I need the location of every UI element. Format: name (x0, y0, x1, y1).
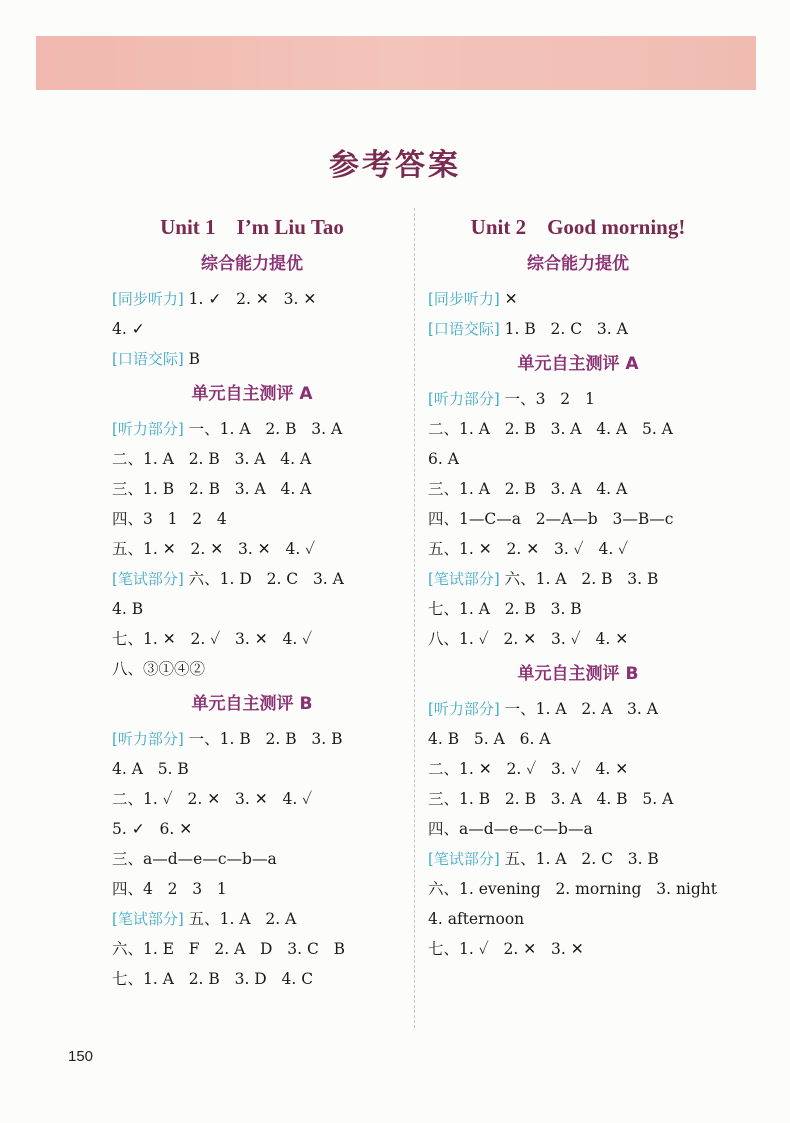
answer-text: 八、③①④② (112, 660, 206, 678)
section-tag-label: 笔试部分 (433, 570, 494, 588)
answer-line (112, 784, 392, 814)
answer-line (428, 564, 728, 594)
section-title: 单元自主测评 B (191, 694, 313, 714)
answer-line (112, 654, 392, 684)
section-tag-label: 听力部分 (433, 700, 494, 718)
answer-line (428, 724, 728, 754)
answer-text: 三、1. B 2. B 3. A 4. A (112, 480, 312, 498)
answer-text: 七、1. ✕ 2. ✓ 3. ✕ 4. ✓ (112, 630, 313, 648)
answer-line (112, 444, 392, 474)
answer-line (428, 414, 728, 444)
answer-text: 三、1. B 2. B 3. A 4. B 5. A (428, 790, 674, 808)
section-tag: [笔试部分] (428, 570, 500, 588)
section-tag: [口语交际] (428, 320, 500, 338)
answer-line (112, 904, 392, 934)
answer-text: 五、1. ✕ 2. ✕ 3. ✓ 4. ✓ (428, 540, 629, 558)
answer-line (112, 624, 392, 654)
answer-line (428, 314, 728, 344)
section-tag-label: 笔试部分 (117, 910, 178, 928)
unit-title: Unit 2 Good morning! (470, 215, 686, 239)
answer-text: 一、1. A 2. A 3. A (499, 700, 658, 718)
answer-line (428, 474, 728, 504)
answer-text: 二、1. ✓ 2. ✕ 3. ✕ 4. ✓ (112, 790, 313, 808)
section-tag-label: 口语交际 (433, 320, 494, 338)
answer-line (112, 284, 392, 314)
section-tag: [听力部分] (428, 700, 500, 718)
answer-text: 四、3 1 2 4 (112, 510, 227, 528)
answer-text: 6. A (428, 450, 459, 468)
answer-text: 4. ✓ (112, 320, 145, 338)
section-tag: [听力部分] (112, 730, 184, 748)
answer-line (112, 814, 392, 844)
answer-line (428, 814, 728, 844)
answer-text: 六、1. A 2. B 3. B (499, 570, 659, 588)
answer-text: 七、1. ✓ 2. ✕ 3. ✕ (428, 940, 584, 958)
section-tag-label: 同步听力 (433, 290, 494, 308)
answer-text: 1. ✓ 2. ✕ 3. ✕ (183, 290, 317, 308)
answer-text: 七、1. A 2. B 3. B (428, 600, 582, 618)
section-tag: [同步听力] (428, 290, 500, 308)
answer-line (428, 844, 728, 874)
answer-line (112, 964, 392, 994)
answer-text: 八、1. ✓ 2. ✕ 3. ✓ 4. ✕ (428, 630, 629, 648)
answer-line (112, 934, 392, 964)
section-tag-label: 听力部分 (433, 390, 494, 408)
answer-text: 三、1. A 2. B 3. A 4. A (428, 480, 628, 498)
left-column (112, 210, 392, 994)
answer-line (112, 504, 392, 534)
answer-line (428, 694, 728, 724)
answer-text: 四、a—d—e—c—b—a (428, 820, 593, 838)
answer-line (112, 874, 392, 904)
section-tag-label: 口语交际 (117, 350, 178, 368)
answer-line (112, 414, 392, 444)
answer-text: 4. B (112, 600, 144, 618)
answer-line (428, 874, 728, 904)
answer-text: 一、3 2 1 (499, 390, 595, 408)
section-tag: [笔试部分] (112, 570, 184, 588)
section-tag: [听力部分] (428, 390, 500, 408)
header-band (36, 36, 756, 90)
answer-line (428, 754, 728, 784)
answer-line (112, 594, 392, 624)
section-tag: [同步听力] (112, 290, 184, 308)
section-title: 单元自主测评 A (517, 354, 639, 374)
answer-line (428, 594, 728, 624)
answer-line (428, 934, 728, 964)
section-tag-label: 听力部分 (117, 420, 178, 438)
section-title: 综合能力提优 (201, 254, 303, 274)
answer-text: 五、1. ✕ 2. ✕ 3. ✕ 4. ✓ (112, 540, 316, 558)
section-tag-label: 听力部分 (117, 730, 178, 748)
answer-text: 五、1. A 2. C 3. B (499, 850, 659, 868)
answer-text: 4. B 5. A 6. A (428, 730, 551, 748)
answer-line (112, 564, 392, 594)
answer-text: 一、1. A 2. B 3. A (183, 420, 343, 438)
answer-line (428, 624, 728, 654)
right-column (428, 210, 728, 964)
answer-line (112, 314, 392, 344)
answer-line (112, 344, 392, 374)
answer-text: 5. ✓ 6. ✕ (112, 820, 193, 838)
answer-line (112, 534, 392, 564)
answer-text: 二、1. A 2. B 3. A 4. A 5. A (428, 420, 673, 438)
column-divider (414, 208, 415, 1028)
answer-line (112, 474, 392, 504)
section-tag: [笔试部分] (112, 910, 184, 928)
answer-text: 4. afternoon (428, 910, 525, 928)
answer-text: B (183, 350, 201, 368)
answer-text: 4. A 5. B (112, 760, 189, 778)
section-tag: [口语交际] (112, 350, 184, 368)
answer-line (112, 724, 392, 754)
answer-text: ✕ (499, 290, 518, 308)
answer-line (428, 384, 728, 414)
answer-line (112, 754, 392, 784)
section-title: 单元自主测评 B (517, 664, 639, 684)
answer-text: 六、1. D 2. C 3. A (183, 570, 344, 588)
answer-text: 二、1. A 2. B 3. A 4. A (112, 450, 312, 468)
answer-line (428, 444, 728, 474)
answer-text: 1. B 2. C 3. A (499, 320, 628, 338)
answer-text: 二、1. ✕ 2. ✓ 3. ✓ 4. ✕ (428, 760, 629, 778)
answer-text: 六、1. evening 2. morning 3. night (428, 880, 718, 898)
answer-line (428, 504, 728, 534)
page-title: 参考答案 (329, 148, 461, 183)
page-number: 150 (68, 1048, 94, 1065)
section-tag-label: 同步听力 (117, 290, 178, 308)
answer-text: 七、1. A 2. B 3. D 4. C (112, 970, 314, 988)
answer-text: 一、1. B 2. B 3. B (183, 730, 343, 748)
answer-text: 四、1—C—a 2—A—b 3—B—c (428, 510, 674, 528)
section-tag-label: 笔试部分 (117, 570, 178, 588)
section-title: 综合能力提优 (527, 254, 629, 274)
answer-line (428, 904, 728, 934)
answer-text: 四、4 2 3 1 (112, 880, 227, 898)
answer-line (428, 284, 728, 314)
answer-text: 五、1. A 2. A (183, 910, 297, 928)
section-title: 单元自主测评 A (191, 384, 313, 404)
sections (428, 244, 728, 964)
answer-line (428, 534, 728, 564)
answer-text: 六、1. E F 2. A D 3. C B (112, 940, 345, 958)
section-tag: [听力部分] (112, 420, 184, 438)
answer-line (112, 844, 392, 874)
sections (112, 244, 392, 994)
answer-text: 三、a—d—e—c—b—a (112, 850, 277, 868)
section-tag: [笔试部分] (428, 850, 500, 868)
answer-line (428, 784, 728, 814)
section-tag-label: 笔试部分 (433, 850, 494, 868)
unit-title: Unit 1 I’m Liu Tao (160, 215, 344, 239)
